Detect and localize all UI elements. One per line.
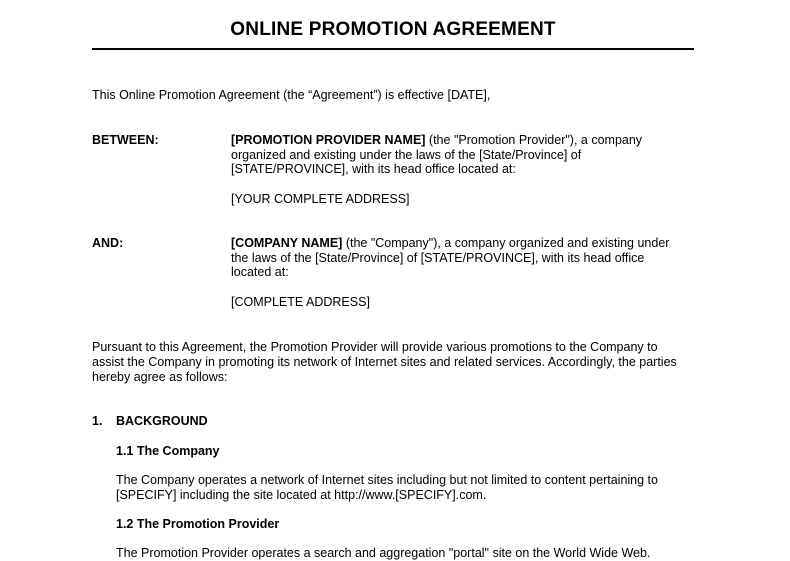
provider-paragraph: The Promotion Provider operates a search and aggregation "portal" site on the World Wide Web. — [116, 546, 651, 560]
document-title: ONLINE PROMOTION AGREEMENT — [230, 19, 556, 40]
subsection-heading-provider: 1.2 The Promotion Provider — [116, 517, 280, 531]
and-line3: located at: — [231, 265, 289, 279]
company-address: [COMPLETE ADDRESS] — [231, 295, 370, 309]
provider-name: [PROMOTION PROVIDER NAME] — [231, 133, 426, 147]
subsection-heading-company: 1.1 The Company — [116, 444, 220, 458]
between-line3: [STATE/PROVINCE], with its head office located at: — [231, 162, 516, 176]
intro-paragraph: This Online Promotion Agreement (the “Agreement”) is effective [DATE], — [92, 88, 491, 102]
between-line1: (the "Promotion Provider"), a company — [425, 133, 643, 147]
between-label: BETWEEN: — [92, 133, 159, 147]
title-rule — [92, 48, 694, 50]
provider-address: [YOUR COMPLETE ADDRESS] — [231, 192, 410, 206]
and-label: AND: — [92, 236, 124, 250]
and-line1: (the "Company"), a company organized and existing under — [342, 236, 670, 250]
section-heading: BACKGROUND — [116, 414, 208, 428]
and-line2: the laws of the [State/Province] of [STATE/PROVINCE], with its head office — [231, 251, 645, 265]
section-number: 1. — [92, 414, 103, 428]
company-name: [COMPANY NAME] — [231, 236, 343, 250]
between-line2: organized and existing under the laws of the [State/Province] of — [231, 148, 582, 162]
